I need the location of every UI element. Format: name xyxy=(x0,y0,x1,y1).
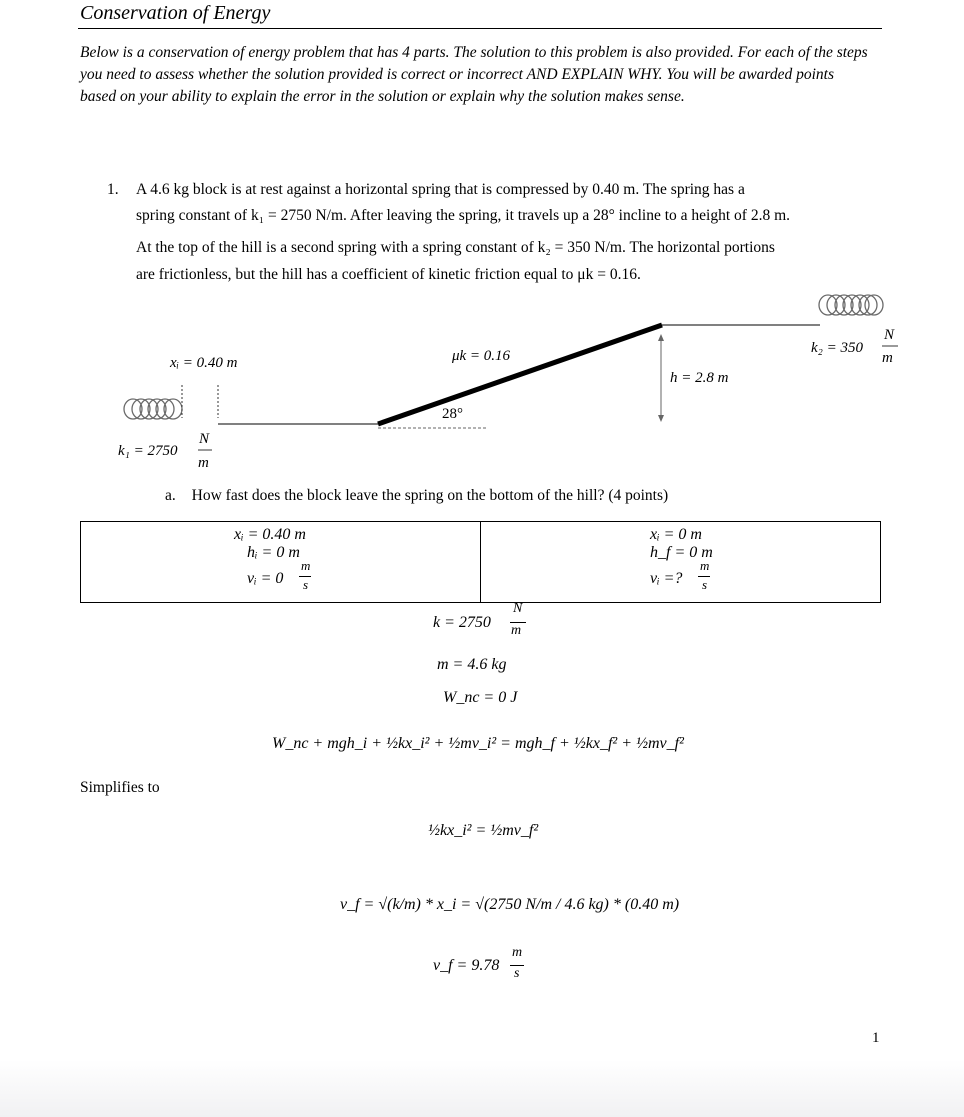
spring-right-icon xyxy=(819,295,883,315)
problem-line-3: At the top of the hill is a second spring with a spring constant of k₂ = 350 N/m. The horizontal portions xyxy=(136,239,775,256)
intro-paragraph: Below is a conservation of energy problem that has 4 parts. The solution to this problem is also provided. For each of the steps you need to assess whether the solution provided is correct or incorrect AND EXPLAIN WHY. You will be awarded points based on your ability to explain the error in the solution or explain why the solution makes sense. xyxy=(80,44,868,105)
wnc-equation: W_nc = 0 J xyxy=(443,689,518,706)
table-left-unit-den: s xyxy=(303,577,309,592)
k-unit-num: N xyxy=(513,601,523,616)
simplifies-label: Simplifies to xyxy=(80,779,160,796)
table-divider xyxy=(480,522,481,602)
k-unit-den: m xyxy=(511,623,522,638)
spring-left-icon xyxy=(124,399,182,419)
problem-number: 1. xyxy=(107,181,119,198)
table-right-unit-num: m xyxy=(700,558,710,573)
height-label: h = 2.8 m xyxy=(670,370,729,386)
page-number: 1 xyxy=(872,1030,880,1046)
initial-final-table xyxy=(80,521,881,603)
vf-result: v_f = 9.78 xyxy=(433,957,500,974)
table-right-unit-den: s xyxy=(702,577,708,592)
table-left-row-3: vᵢ = 0 xyxy=(247,570,284,587)
incline-diagram xyxy=(0,0,964,480)
energy-equation: W_nc + mgh_i + ½kx_i² + ½mv_i² = mgh_f + ½kx_f² + ½mv_f² xyxy=(272,735,684,752)
table-left-row-2: hᵢ = 0 m xyxy=(247,544,300,561)
mu-label: μk = 0.16 xyxy=(452,348,511,364)
table-left-unit-num: m xyxy=(301,558,311,573)
problem-line-4: are frictionless, but the hill has a coefficient of kinetic friction equal to μk = 0.16. xyxy=(136,266,641,283)
k2-unit-den: m xyxy=(882,350,893,366)
k1-unit-num: N xyxy=(199,431,210,447)
k1-unit-den: m xyxy=(198,455,209,471)
page-title: Conservation of Energy xyxy=(80,2,271,24)
k2-label: k₂ = 350 xyxy=(811,340,863,356)
vf-expression: v_f = √(k/m) * x_i = √(2750 N/m / 4.6 kg) * (0.40 m) xyxy=(340,896,680,913)
part-a-label: a. xyxy=(165,487,176,504)
part-a-question xyxy=(165,487,668,505)
table-right-row-1: xᵢ = 0 m xyxy=(650,526,702,543)
k-equation: k = 2750 xyxy=(433,614,491,631)
table-left-row-1: xᵢ = 0.40 m xyxy=(234,526,306,543)
simplified-equation: ½kx_i² = ½mv_f² xyxy=(428,822,539,839)
vf-unit-den: s xyxy=(514,966,520,981)
k2-unit-num: N xyxy=(884,327,895,343)
table-right-row-3: vᵢ =? xyxy=(650,570,683,587)
problem-line-2: spring constant of k₁ = 2750 N/m. After leaving the spring, it travels up a 28° incline to a height of 2.8 m. xyxy=(136,207,791,224)
mass-equation: m = 4.6 kg xyxy=(437,656,507,673)
incline-surface xyxy=(378,325,662,424)
table-right-row-2: h_f = 0 m xyxy=(650,544,713,561)
part-a-text: How fast does the block leave the spring on the bottom of the hill? (4 points) xyxy=(191,487,669,504)
vf-unit-num: m xyxy=(512,945,523,960)
xi-label: xᵢ = 0.40 m xyxy=(170,355,238,371)
page-bottom-fade xyxy=(0,1060,964,1117)
k1-label: k₁ = 2750 xyxy=(118,443,178,459)
problem-line-1: A 4.6 kg block is at rest against a horizontal spring that is compressed by 0.40 m. The spring has a xyxy=(136,181,745,198)
angle-label: 28° xyxy=(442,406,463,422)
